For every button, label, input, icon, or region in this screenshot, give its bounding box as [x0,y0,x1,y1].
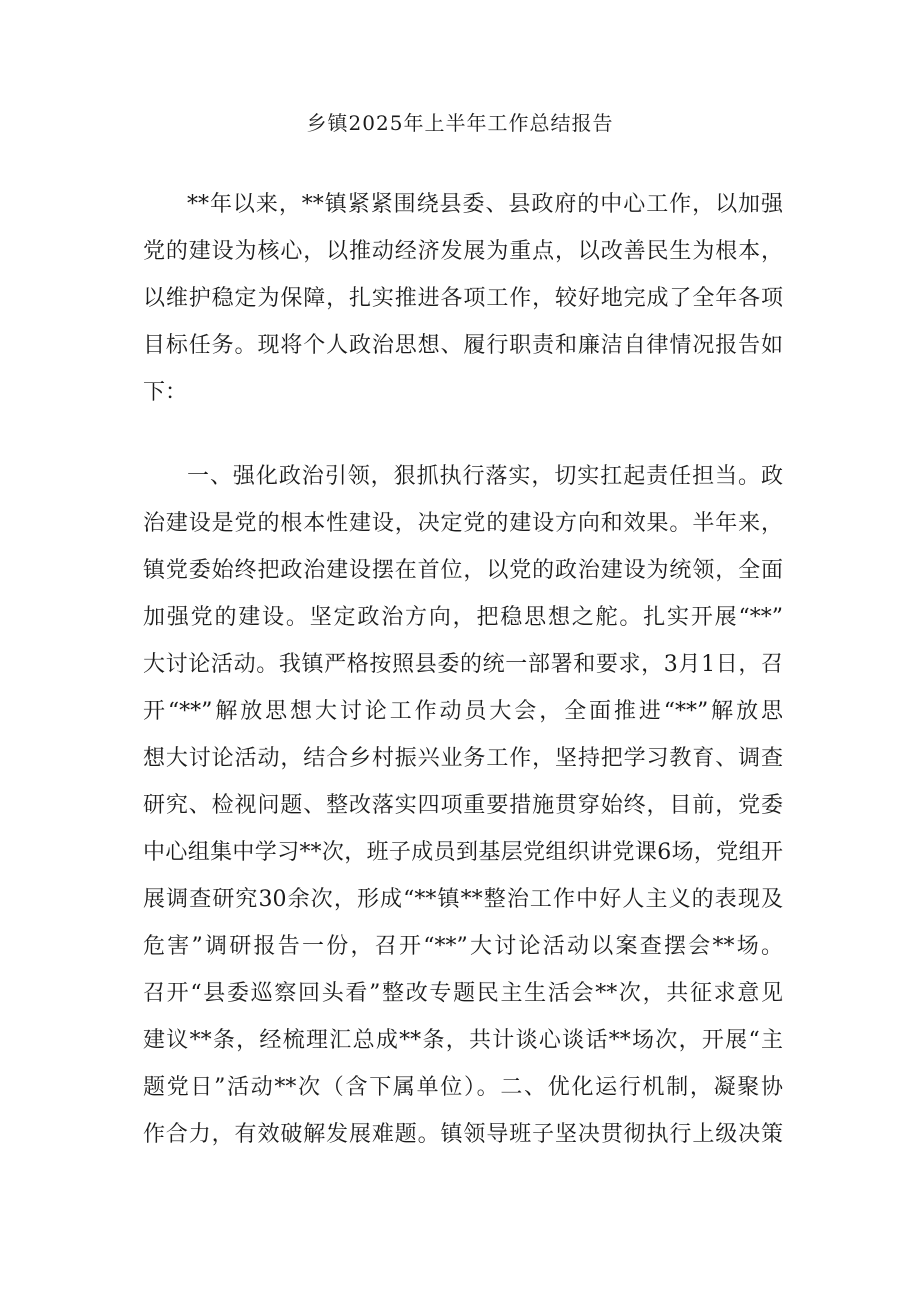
document-title: 乡镇2025年上半年工作总结报告 [306,111,614,135]
paragraph-1-line-2: 党的建设为核心，以推动经济发展为重点，以改善民生为根本， [143,239,783,264]
paragraph-2-line-12: 召开“县委巡察回头看”整改专题民主生活会**次，共征求意见 [143,981,783,1006]
paragraph-2-line-4: 加强党的建设。坚定政治方向，把稳思想之舵。扎实开展“**” [143,605,783,630]
paragraph-1-line-1: **年以来，**镇紧紧围绕县委、县政府的中心工作，以加强 [187,192,783,217]
paragraph-2-line-14: 题党日”活动**次（含下属单位）。二、优化运行机制，凝聚协 [143,1075,783,1100]
paragraph-1-line-5: 下： [143,380,188,405]
paragraph-2-line-13: 建议**条，经梳理汇总成**条，共计谈心谈话**场次，开展“主 [143,1028,783,1053]
paragraph-1-line-4: 目标任务。现将个人政治思想、履行职责和廉洁自律情况报告如 [143,333,783,358]
paragraph-2-line-1: 一、强化政治引领，狠抓执行落实，切实扛起责任担当。政 [187,464,783,489]
paragraph-2-line-7: 想大讨论活动，结合乡村振兴业务工作，坚持把学习教育、调查 [143,746,783,771]
paragraph-2-line-15: 作合力，有效破解发展难题。镇领导班子坚决贯彻执行上级决策 [143,1122,783,1147]
paragraph-2-line-3: 镇党委始终把政治建设摆在首位，以党的政治建设为统领，全面 [143,558,783,583]
paragraph-2-line-6: 开“**”解放思想大讨论工作动员大会，全面推进“**”解放思 [143,699,783,724]
paragraph-2-line-11: 危害”调研报告一份，召开“**”大讨论活动以案查摆会**场。 [143,934,783,959]
paragraph-2-line-8: 研究、检视问题、整改落实四项重要措施贯穿始终，目前，党委 [143,793,783,818]
paragraph-2-line-2: 治建设是党的根本性建设，决定党的建设方向和效果。半年来， [143,511,783,536]
paragraph-2-line-10: 展调查研究30余次，形成“**镇**整治工作中好人主义的表现及 [143,887,783,912]
paragraph-2-line-5: 大讨论活动。我镇严格按照县委的统一部署和要求，3月1日，召 [143,652,783,677]
paragraph-2-line-9: 中心组集中学习**次，班子成员到基层党组织讲党课6场，党组开 [143,840,783,865]
paragraph-1-line-3: 以维护稳定为保障，扎实推进各项工作，较好地完成了全年各项 [143,286,783,311]
